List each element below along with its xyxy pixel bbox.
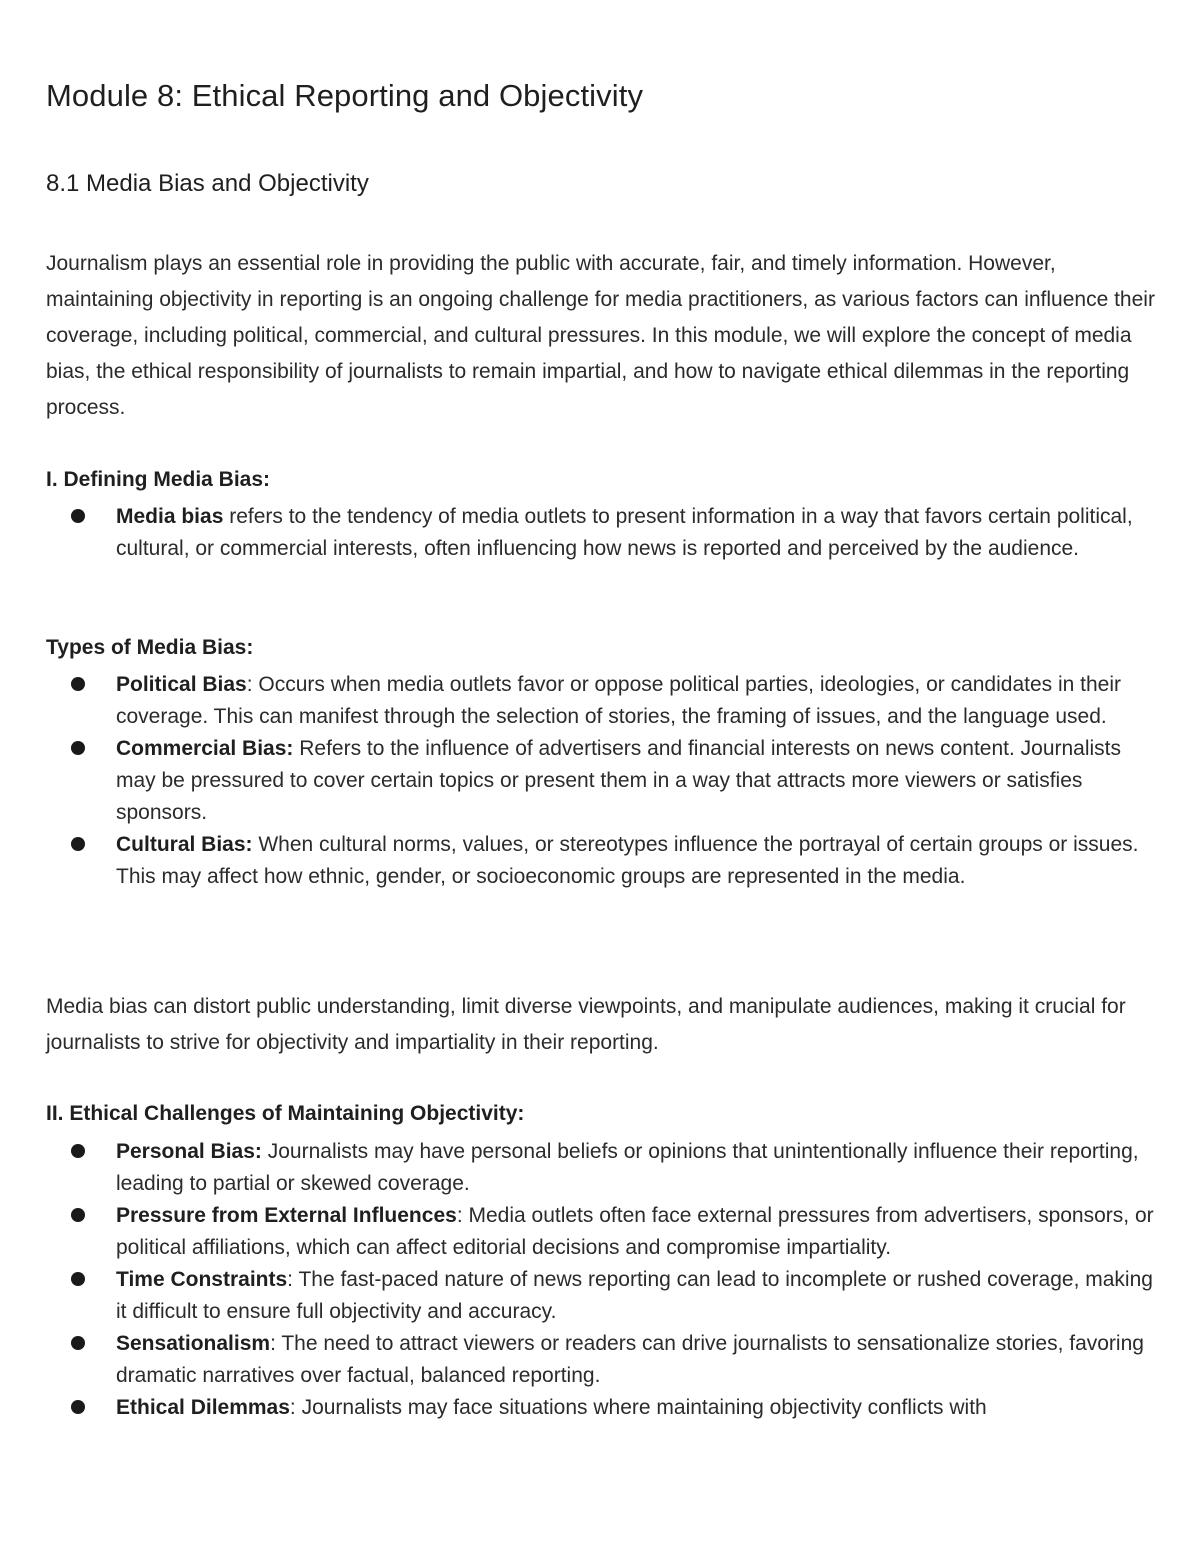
defining-media-bias-heading: I. Defining Media Bias: <box>46 468 271 491</box>
list-item <box>46 1200 1161 1264</box>
closing-paragraph: Media bias can distort public understanding, limit diverse viewpoints, and manipulate audiences, making it crucial for journalists to strive for objectivity and impartiality in their reporting. <box>46 995 1126 1054</box>
bullet-icon <box>71 1144 85 1158</box>
intro-paragraph: Journalism plays an essential role in providing the public with accurate, fair, and timely information. However, maintaining objectivity in reporting is an ongoing challenge for media practitioners, as various factors can influence their coverage, including political, commercial, and cultural pressures. In this module, we will explore the concept of media bias, the ethical responsibility of journalists to remain impartial, and how to navigate ethical dilemmas in the reporting process. <box>46 252 1155 419</box>
bullet-icon <box>71 677 85 691</box>
list-item <box>46 669 1161 733</box>
bullet-icon <box>71 1208 85 1222</box>
list-item <box>46 1264 1161 1328</box>
section-title: 8.1 Media Bias and Objectivity <box>46 170 369 197</box>
bullet-icon <box>71 1400 85 1414</box>
defining-list <box>46 501 1161 565</box>
list-item-text: Refers to the influence of advertisers and financial interests on news content. Journalists may be pressured to cover certain topics or present them in a way that attracts more viewers or satisfies sponsors. <box>116 737 1122 824</box>
list-item-term: Personal Bias: <box>116 1140 262 1163</box>
list-item <box>46 829 1161 893</box>
list-item-text: When cultural norms, values, or stereotypes influence the portrayal of certain groups or issues. This may affect how ethnic, gender, or socioeconomic groups are represented in the media. <box>116 833 1139 888</box>
list-item <box>46 1136 1161 1200</box>
bullet-icon <box>71 1272 85 1286</box>
list-item <box>46 1328 1161 1392</box>
list-item-text: : The fast-paced nature of news reporting can lead to incomplete or rushed coverage, making it difficult to ensure full objectivity and accuracy. <box>116 1268 1153 1323</box>
list-item-term: Political Bias <box>116 673 247 696</box>
list-item-term: Ethical Dilemmas <box>116 1396 290 1419</box>
bullet-icon <box>71 509 85 523</box>
list-item-term: Time Constraints <box>116 1268 288 1291</box>
list-item-term: Media bias <box>116 505 224 528</box>
list-item-term: Sensationalism <box>116 1332 271 1355</box>
challenges-list <box>46 1136 1161 1424</box>
types-of-media-bias-heading: Types of Media Bias: <box>46 636 254 659</box>
list-item-term: Commercial Bias: <box>116 737 294 760</box>
list-item-text: : Media outlets often face external pressures from advertisers, sponsors, or political affiliations, which can affect editorial decisions and compromise impartiality. <box>116 1204 1154 1259</box>
list-item-text: Journalists may have personal beliefs or opinions that unintentionally influence their reporting, leading to partial or skewed coverage. <box>116 1140 1139 1195</box>
bullet-icon <box>71 741 85 755</box>
types-list <box>46 669 1161 893</box>
list-item <box>46 733 1161 829</box>
list-item <box>46 1392 1161 1424</box>
list-item-text: : Occurs when media outlets favor or oppose political parties, ideologies, or candidates in their coverage. This can manifest through the selection of stories, the framing of issues, and the language used. <box>116 673 1122 728</box>
ethical-challenges-heading: II. Ethical Challenges of Maintaining Objectivity: <box>46 1102 525 1125</box>
list-item-term: Pressure from External Influences <box>116 1204 457 1227</box>
bullet-icon <box>71 1336 85 1350</box>
list-item <box>46 501 1161 565</box>
module-title: Module 8: Ethical Reporting and Objectivity <box>46 78 644 113</box>
list-item-term: Cultural Bias: <box>116 833 253 856</box>
bullet-icon <box>71 837 85 851</box>
list-item-text: : Journalists may face situations where maintaining objectivity conflicts with <box>289 1396 987 1419</box>
list-item-text: : The need to attract viewers or readers can drive journalists to sensationalize stories, favoring dramatic narratives over factual, balanced reporting. <box>116 1332 1144 1387</box>
list-item-text: refers to the tendency of media outlets to present information in a way that favors certain political, cultural, or commercial interests, often influencing how news is reported and perceived by the audience. <box>116 505 1133 560</box>
